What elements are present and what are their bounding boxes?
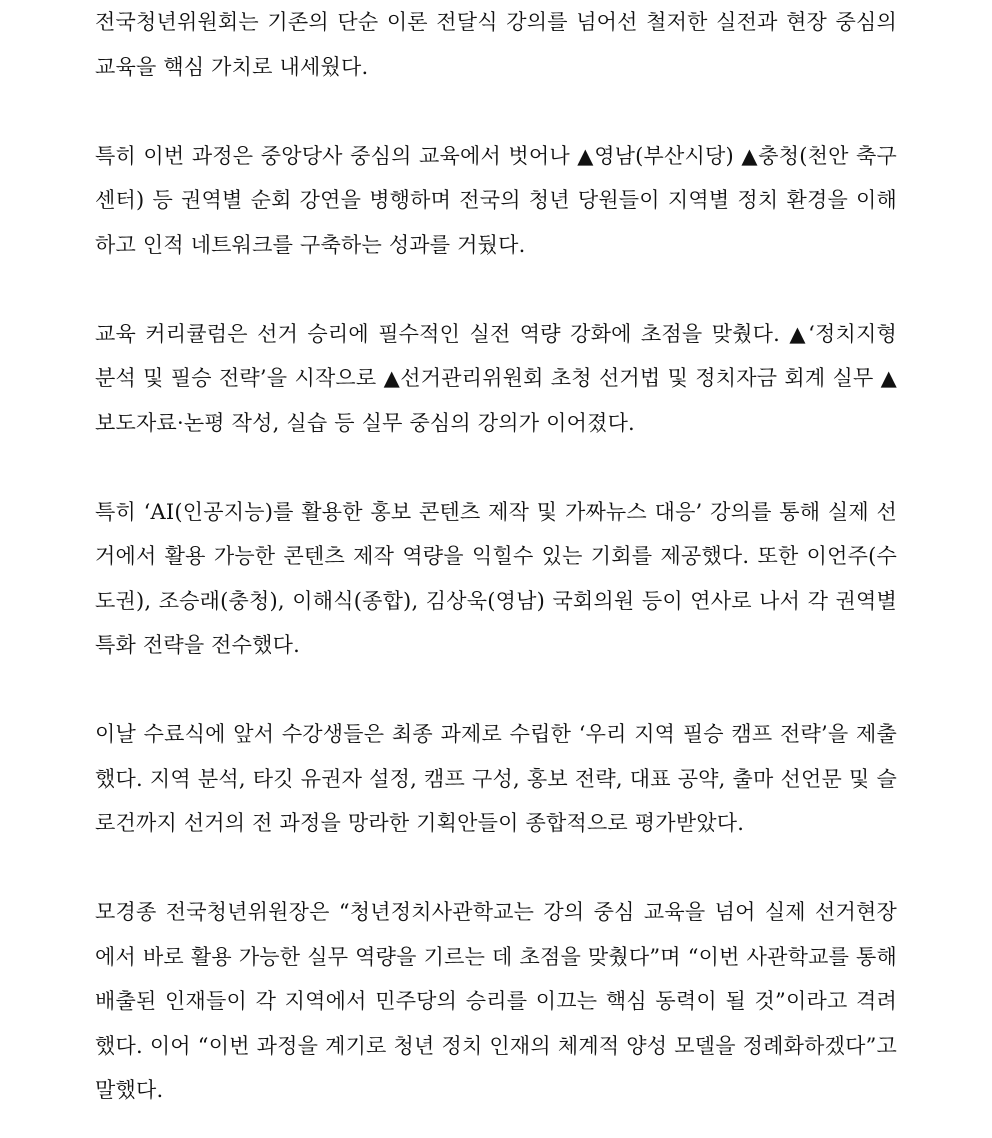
- paragraph-6: 모경종 전국청년위원장은 “청년정치사관학교는 강의 중심 교육을 넘어 실제 선거현장에서 바로 활용 가능한 실무 역량을 기르는 데 초점을 맞췄다”며 “이번 사관학교를 통해 배출된 인재들이 각 지역에서 민주당의 승리를 이끄는 핵심 동력이 될 것”이라고 격려했다. 이어 “이번 과정을 계기로 청년 정치 인재의 체계적 양성 모델을 정례화하겠다”고 말했다.: [95, 900, 897, 1102]
- document-body: [95, 0, 897, 1113]
- paragraph-4: 특히 ‘AI(인공지능)를 활용한 홍보 콘텐츠 제작 및 가짜뉴스 대응’ 강의를 통해 실제 선거에서 활용 가능한 콘텐츠 제작 역량을 익힐수 있는 기회를 제공했다. 또한 이언주(수도권), 조승래(충청), 이해식(종합), 김상욱(영남) 국회의원 등이 연사로 나서 각 권역별 특화 전략을 전수했다.: [95, 499, 897, 657]
- paragraph-5: 이날 수료식에 앞서 수강생들은 최종 과제로 수립한 ‘우리 지역 필승 캠프 전략’을 제출했다. 지역 분석, 타깃 유권자 설정, 캠프 구성, 홍보 전략, 대표 공약, 출마 선언문 및 슬로건까지 선거의 전 과정을 망라한 기획안들이 종합적으로 평가받았다.: [95, 722, 897, 835]
- paragraph-2: 특히 이번 과정은 중앙당사 중심의 교육에서 벗어나 ▲영남(부산시당) ▲충청(천안 축구센터) 등 권역별 순회 강연을 병행하며 전국의 청년 당원들이 지역별 정치 환경을 이해하고 인적 네트워크를 구축하는 성과를 거뒀다.: [95, 143, 897, 257]
- paragraph-1: 전국청년위원회는 기존의 단순 이론 전달식 강의를 넘어선 철저한 실전과 현장 중심의 교육을 핵심 가치로 내세웠다.: [95, 10, 897, 79]
- paragraph-3: 교육 커리큘럼은 선거 승리에 필수적인 실전 역량 강화에 초점을 맞췄다. ▲‘정치지형 분석 및 필승 전략’을 시작으로 ▲선거관리위원회 초청 선거법 및 정치자금 회계 실무 ▲보도자료·논평 작성, 실습 등 실무 중심의 강의가 이어졌다.: [95, 321, 897, 435]
